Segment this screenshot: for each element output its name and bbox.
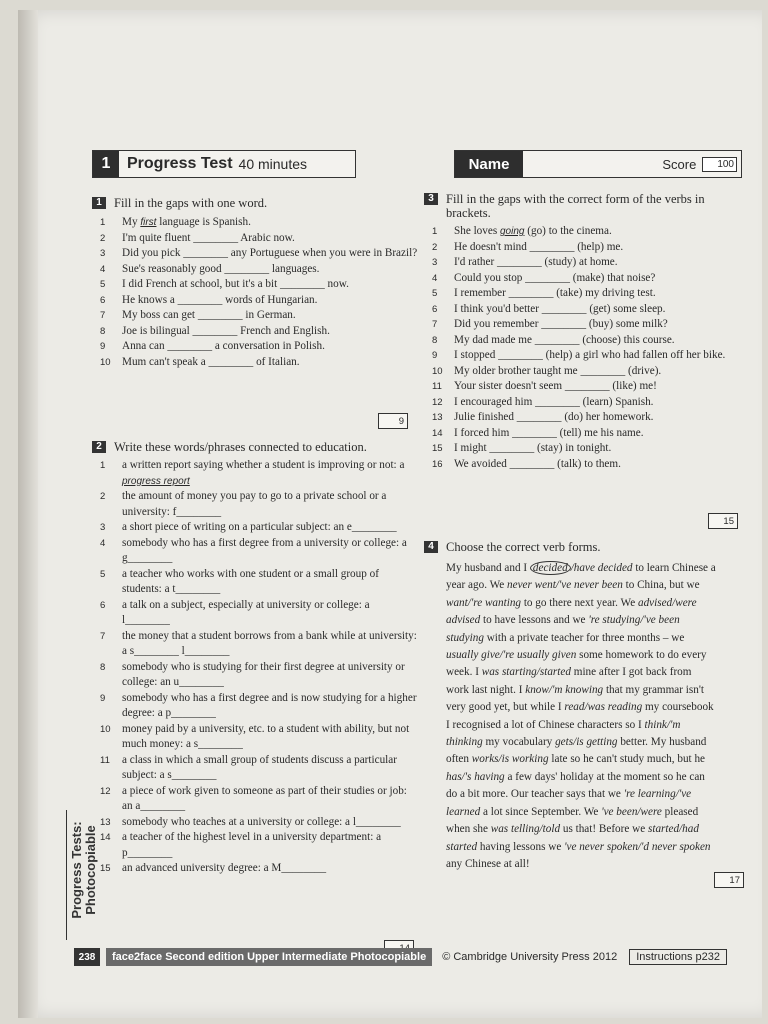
question-text: Mum can't speak a ________ of Italian. bbox=[122, 355, 300, 368]
question-number: 6 bbox=[100, 599, 106, 611]
section2-instruction: Write these words/phrases connected to education. bbox=[114, 440, 367, 454]
passage-text: mine after I got back from work last night. I bbox=[446, 666, 692, 696]
question-text: an advanced university degree: a M________ bbox=[122, 862, 327, 874]
section1-instruction: Fill in the gaps with one word. bbox=[114, 196, 268, 210]
passage-text: my coursebook I recognised a lot of Chinese characters so I bbox=[446, 701, 714, 731]
side-tab-line2: Photocopiable bbox=[83, 825, 98, 915]
passage-text: My husband and I bbox=[446, 562, 530, 574]
passage-text: any Chinese at all! bbox=[446, 857, 530, 870]
question-text: Did you pick ________ any Portuguese when you were in Brazil? bbox=[122, 247, 418, 259]
question-item bbox=[92, 293, 418, 309]
instructions-link[interactable]: Instructions p232 bbox=[629, 949, 727, 965]
question-item bbox=[92, 784, 418, 815]
question-number: 3 bbox=[100, 522, 106, 533]
question-text-pre: She loves bbox=[454, 225, 500, 237]
passage-text: a lot since September. We bbox=[480, 805, 602, 818]
name-label: Name bbox=[455, 151, 523, 177]
question-text: Sue's reasonably good ________ languages. bbox=[122, 262, 320, 275]
question-number: 16 bbox=[432, 458, 443, 470]
question-text: I remember ________ (take) my driving test. bbox=[454, 287, 656, 299]
question-item bbox=[92, 830, 418, 861]
question-number: 8 bbox=[100, 661, 106, 673]
question-item bbox=[92, 231, 418, 247]
score-total-box[interactable]: 100 bbox=[702, 157, 737, 172]
example-answer: progress report bbox=[122, 475, 190, 487]
question-text: a teacher of the highest level in a university department: a p________ bbox=[122, 831, 382, 859]
verb-choice: 're learning/'ve learned bbox=[446, 788, 692, 818]
section2-number: 2 bbox=[92, 441, 106, 453]
question-text: My boss can get ________ in German. bbox=[122, 309, 296, 321]
question-text: I stopped ________ (help) a girl who had fallen off her bike. bbox=[454, 349, 726, 361]
question-item bbox=[424, 395, 750, 411]
question-number: 15 bbox=[432, 443, 443, 454]
question-number: 1 bbox=[100, 217, 106, 228]
question-item bbox=[92, 536, 418, 567]
passage-text: us that! Before we bbox=[560, 823, 648, 836]
question-number: 12 bbox=[432, 396, 443, 408]
question-text: a teacher who works with one student or a small group of students: a t________ bbox=[122, 567, 379, 595]
section3-instruction: Fill in the gaps with the correct form of the verbs in brackets. bbox=[446, 192, 705, 220]
section2-list bbox=[92, 458, 418, 877]
verb-choice: know/'m knowing bbox=[525, 683, 604, 696]
section1-heading bbox=[92, 196, 418, 210]
side-tab bbox=[66, 810, 113, 940]
passage-text: to learn Chinese a year ago. We bbox=[446, 562, 716, 592]
question-number: 7 bbox=[432, 319, 438, 330]
right-column-section4 bbox=[424, 540, 746, 873]
passage-text: with a private teacher for three months – we bbox=[483, 631, 685, 644]
question-text: I encouraged him ________ (learn) Spanish. bbox=[454, 395, 654, 408]
question-text: I might ________ (stay) in tonight. bbox=[454, 442, 612, 454]
verb-choice: 've never spoken/'d never spoken bbox=[564, 840, 711, 853]
question-text: I'm quite fluent ________ Arabic now. bbox=[122, 231, 295, 244]
verb-choice: started/had started bbox=[446, 823, 699, 853]
section3-heading bbox=[424, 192, 750, 220]
question-item bbox=[92, 246, 418, 262]
question-text bbox=[122, 215, 418, 231]
question-number: 3 bbox=[100, 248, 106, 259]
question-number: 8 bbox=[432, 334, 438, 346]
verb-choice: has/'s having bbox=[446, 770, 505, 783]
example-answer: going bbox=[500, 226, 525, 237]
question-number: 12 bbox=[100, 785, 111, 797]
worksheet-page bbox=[18, 10, 762, 1018]
question-item bbox=[424, 317, 750, 333]
question-number: 8 bbox=[100, 325, 106, 337]
question-number: 10 bbox=[100, 356, 111, 368]
question-text: I did French at school, but it's a bit ________ now. bbox=[122, 278, 349, 290]
passage-text: some homework to do every week. I bbox=[446, 649, 707, 679]
left-column-section2 bbox=[92, 440, 418, 877]
passage-text: to go there next year. We bbox=[521, 596, 638, 609]
question-item bbox=[92, 308, 418, 324]
footer-brand: face2face Second edition Upper Intermediate Photocopiable bbox=[106, 948, 432, 966]
test-duration: 40 minutes bbox=[238, 156, 308, 172]
question-text bbox=[454, 224, 750, 240]
question-item bbox=[92, 861, 418, 877]
question-item bbox=[92, 691, 418, 722]
question-item bbox=[92, 815, 418, 831]
question-text: My dad made me ________ (choose) this course. bbox=[454, 333, 675, 346]
circled-example-choice: decided bbox=[530, 561, 571, 575]
section2-heading bbox=[92, 440, 418, 454]
question-number: 4 bbox=[432, 272, 438, 284]
question-text: somebody who has a first degree and is now studying for a higher degree: a p________ bbox=[122, 691, 417, 719]
section4-heading bbox=[424, 540, 746, 554]
question-text: a class in which a small group of students discuss a particular subject: a s________ bbox=[122, 753, 397, 781]
question-text-post: (go) to the cinema. bbox=[524, 225, 612, 237]
passage-text: my vocabulary bbox=[482, 736, 556, 749]
question-number: 15 bbox=[100, 863, 111, 874]
page-number: 238 bbox=[74, 948, 100, 966]
question-number: 1 bbox=[432, 226, 438, 237]
question-item bbox=[424, 255, 750, 271]
verb-choice: was starting/started bbox=[481, 666, 571, 679]
example-alternative: /have decided bbox=[570, 562, 633, 574]
question-number: 13 bbox=[432, 412, 443, 423]
question-item bbox=[424, 457, 750, 473]
question-number: 5 bbox=[100, 279, 106, 290]
verb-choice: think/'m thinking bbox=[446, 718, 681, 749]
section3-number: 3 bbox=[424, 193, 438, 205]
question-text-pre: a written report saying whether a student is improving or not: a bbox=[122, 459, 405, 471]
section1-list bbox=[92, 215, 418, 370]
passage-text: better. My husband often bbox=[446, 736, 707, 766]
section4-passage bbox=[424, 560, 746, 873]
section1-score-box[interactable]: 9 bbox=[378, 413, 408, 429]
question-item bbox=[92, 458, 418, 489]
passage-text: having lessons we bbox=[477, 840, 565, 853]
question-text: My older brother taught me ________ (drive). bbox=[454, 364, 662, 377]
verb-choice: works/is working bbox=[471, 753, 549, 766]
question-text: He doesn't mind ________ (help) me. bbox=[454, 240, 624, 253]
question-number: 13 bbox=[100, 816, 111, 828]
question-item bbox=[92, 567, 418, 598]
section4-score-box[interactable]: 17 bbox=[714, 872, 744, 888]
book-spine-shadow bbox=[18, 10, 38, 1018]
verb-choice: 've been/were bbox=[601, 805, 662, 818]
verb-choice: gets/is getting bbox=[555, 736, 618, 749]
section3-score-box[interactable]: 15 bbox=[708, 513, 738, 529]
question-number: 9 bbox=[100, 341, 106, 352]
question-item bbox=[424, 333, 750, 349]
passage-text: to have lessons and we bbox=[480, 614, 589, 627]
question-item bbox=[424, 302, 750, 318]
question-number: 2 bbox=[100, 232, 106, 244]
verb-choice: advised/were advised bbox=[446, 596, 697, 627]
verb-choice: never went/'ve never been bbox=[507, 579, 623, 592]
question-number: 9 bbox=[100, 692, 106, 704]
question-item bbox=[92, 722, 418, 753]
passage-text: a few days' holiday at the moment so he can do a bit more. Our teacher says that we bbox=[446, 770, 705, 801]
verb-choice: was telling/told bbox=[490, 823, 561, 836]
question-number: 9 bbox=[432, 350, 438, 361]
question-text: somebody who teaches at a university or college: a l________ bbox=[122, 815, 401, 828]
name-score-box bbox=[454, 150, 742, 178]
question-number: 2 bbox=[100, 491, 106, 502]
question-item bbox=[424, 364, 750, 380]
question-item bbox=[92, 215, 418, 231]
question-text: We avoided ________ (talk) to them. bbox=[454, 457, 621, 470]
question-text: Joe is bilingual ________ French and English. bbox=[122, 324, 330, 337]
question-text: the money that a student borrows from a bank while at university: a s________ l________ bbox=[122, 629, 417, 657]
passage-text: that my grammar isn't very good yet, but while I bbox=[446, 683, 704, 714]
question-text: a short piece of writing on a particular subject: an e________ bbox=[122, 521, 397, 533]
question-number: 3 bbox=[432, 257, 438, 268]
question-number: 6 bbox=[432, 303, 438, 315]
section4-number: 4 bbox=[424, 541, 438, 553]
question-text: money paid by a university, etc. to a student with ability, but not much money: a s________ bbox=[122, 722, 410, 750]
question-text: I think you'd better ________ (get) some sleep. bbox=[454, 302, 666, 315]
question-item bbox=[424, 286, 750, 302]
verb-choice: want/'re wanting bbox=[446, 596, 522, 609]
section1-number: 1 bbox=[92, 197, 106, 209]
question-number: 5 bbox=[100, 568, 106, 580]
question-text-pre: My bbox=[122, 216, 141, 228]
question-text bbox=[122, 458, 418, 489]
question-text: the amount of money you pay to go to a private school or a university: f________ bbox=[122, 490, 387, 518]
question-item bbox=[424, 348, 750, 364]
right-column bbox=[424, 192, 750, 472]
question-text: somebody who has a first degree from a university or college: a g________ bbox=[122, 536, 407, 564]
question-text: a talk on a subject, especially at university or college: a l________ bbox=[122, 598, 370, 626]
verb-choice: read/was reading bbox=[564, 701, 643, 714]
question-item bbox=[92, 324, 418, 340]
question-item bbox=[424, 410, 750, 426]
passage-text: pleased when she bbox=[446, 805, 699, 836]
question-item bbox=[424, 224, 750, 240]
question-item bbox=[424, 240, 750, 256]
question-number: 11 bbox=[100, 754, 110, 766]
question-item bbox=[424, 379, 750, 395]
question-number: 4 bbox=[100, 263, 106, 275]
footer-copyright: © Cambridge University Press 2012 bbox=[442, 951, 618, 963]
question-text: Did you remember ________ (buy) some milk? bbox=[454, 318, 668, 330]
section4-instruction: Choose the correct verb forms. bbox=[446, 540, 601, 554]
question-number: 2 bbox=[432, 241, 438, 253]
question-text: He knows a ________ words of Hungarian. bbox=[122, 293, 318, 306]
question-text-post: language is Spanish. bbox=[156, 216, 251, 228]
question-item bbox=[92, 355, 418, 371]
verb-choice: usually give/'re usually given bbox=[446, 649, 577, 662]
left-column bbox=[92, 196, 418, 370]
question-number: 6 bbox=[100, 294, 106, 306]
question-number: 7 bbox=[100, 630, 106, 642]
question-item bbox=[424, 426, 750, 442]
question-item bbox=[92, 660, 418, 691]
question-text: a piece of work given to someone as part of their studies or job: an a________ bbox=[122, 784, 407, 812]
question-item bbox=[424, 441, 750, 457]
passage-text: late so he can't study much, but he bbox=[548, 753, 706, 766]
example-answer: first bbox=[140, 217, 157, 228]
question-number: 4 bbox=[100, 537, 106, 549]
question-text: Could you stop ________ (make) that noise? bbox=[454, 271, 656, 284]
question-text: Julie finished ________ (do) her homework. bbox=[454, 411, 654, 423]
question-number: 1 bbox=[100, 460, 106, 471]
question-item bbox=[92, 629, 418, 660]
verb-choice: 're studying/'ve been studying bbox=[446, 614, 680, 644]
question-number: 10 bbox=[100, 723, 111, 735]
section3-list bbox=[424, 224, 750, 472]
question-number: 7 bbox=[100, 310, 106, 321]
question-number: 10 bbox=[432, 365, 443, 377]
question-text: somebody who is studying for their first degree at university or college: an u________ bbox=[122, 660, 405, 688]
question-item bbox=[92, 489, 418, 520]
question-number: 11 bbox=[432, 381, 442, 392]
question-text: Your sister doesn't seem ________ (like) me! bbox=[454, 380, 657, 392]
footer bbox=[74, 946, 764, 968]
question-text: I forced him ________ (tell) me his name. bbox=[454, 426, 644, 439]
question-item bbox=[424, 271, 750, 287]
question-item bbox=[92, 262, 418, 278]
test-title: Progress Test bbox=[127, 155, 233, 172]
score-label: Score bbox=[662, 156, 697, 172]
test-title-box bbox=[92, 150, 356, 178]
question-item bbox=[92, 598, 418, 629]
question-text: I'd rather ________ (study) at home. bbox=[454, 256, 618, 268]
question-item bbox=[92, 339, 418, 355]
question-number: 14 bbox=[432, 427, 443, 439]
side-tab-text bbox=[70, 805, 98, 935]
question-number: 14 bbox=[100, 832, 111, 843]
test-number-badge: 1 bbox=[93, 151, 119, 177]
question-item bbox=[92, 753, 418, 784]
side-tab-line1: Progress Tests: bbox=[69, 821, 84, 919]
question-number: 5 bbox=[432, 288, 438, 299]
question-item bbox=[92, 520, 418, 536]
question-text: Anna can ________ a conversation in Polish. bbox=[122, 340, 325, 352]
passage-text: to China, but we bbox=[622, 579, 700, 592]
question-item bbox=[92, 277, 418, 293]
